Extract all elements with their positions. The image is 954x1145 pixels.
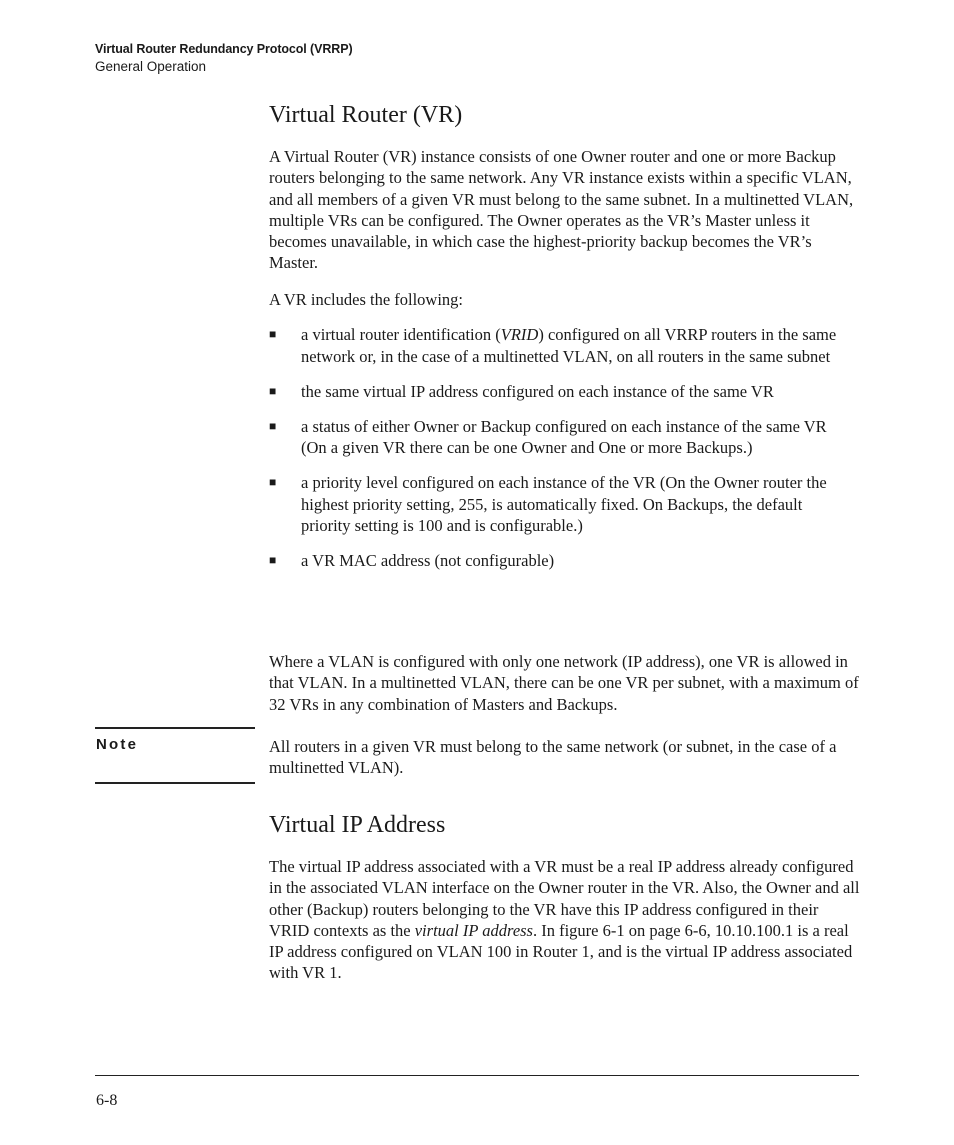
virtual-ip-paragraph [269, 856, 861, 984]
page-number: 6-8 [96, 1092, 118, 1109]
note-text: All routers in a given VR must belong to the same network (or subnet, in the case of a multinetted VLAN). [269, 737, 837, 778]
paragraph-text: . In figure 6-1 on page 6-6, 10.10.100.1 is a real IP address configured on VLAN 100 in Router 1, and is the virtual IP address associated with VR 1. [269, 920, 853, 983]
bullet-text: a status of either Owner or Backup configured on each instance of the same VR (On a given VR there can be one Owner and One or more Backups.) [301, 416, 827, 457]
running-header-chapter-title: Virtual Router Redundancy Protocol (VRRP) [95, 42, 353, 56]
bullet-text: a virtual router identification ( [301, 325, 501, 344]
vr-intro-paragraph: A Virtual Router (VR) instance consists of one Owner router and one or more Backup routers belonging to the same network. Any VR instance exists within a specific VLAN, and all members of a given VR must belong to the same subnet. In a multinetted VLAN, multiple VRs can be configured. The Owner operates as the VR’s Master unless it becomes unavailable, in which case the highest-priority backup becomes the VR’s Master. [269, 147, 854, 273]
note-label: Note [96, 736, 139, 753]
list-item [269, 381, 839, 403]
vr-includes-lead: A VR includes the following: [269, 290, 464, 309]
bullet-text: ) configured on all VRRP routers in the same network or, in the case of a multinetted VLAN, on all routers in the same subnet [301, 325, 837, 366]
vr-closing-paragraph: Where a VLAN is configured with only one network (IP address), one VR is allowed in that VLAN. In a multinetted VLAN, there can be one VR per subnet, with a maximum of 32 VRs in any combination of Masters and Backups. [269, 652, 859, 714]
vr-components-list [269, 324, 839, 585]
list-item [269, 550, 839, 572]
note-top-rule [95, 727, 255, 729]
vrid-term: VRID [500, 325, 539, 344]
bullet-square-icon: ■ [269, 553, 277, 567]
virtual-ip-term: virtual IP address [414, 920, 533, 940]
running-header-section: General Operation [95, 59, 207, 74]
section-heading-virtual-ip: Virtual IP Address [269, 812, 446, 838]
bullet-square-icon: ■ [269, 418, 277, 433]
list-item [269, 324, 839, 367]
footer-rule [95, 1075, 859, 1076]
section-heading-virtual-router: Virtual Router (VR) [269, 102, 463, 128]
list-item [269, 416, 839, 459]
list-item [269, 472, 839, 537]
bullet-text: a priority level configured on each instance of the VR (On the Owner router the highest priority setting, 255, is automatically fixed. On Backups, the default priority setting is 100 and is configurable.) [301, 473, 827, 535]
bullet-text: the same virtual IP address configured on each instance of the same VR [301, 381, 774, 401]
paragraph-text: The virtual IP address associated with a VR must be a real IP address already configured in the associated VLAN interface on the Owner router in the VR. Also, the Owner and all other (Backup) routers belonging to the VR have this IP address configured in their VRID contexts as the [269, 857, 860, 940]
bullet-square-icon: ■ [269, 475, 277, 489]
bullet-square-icon: ■ [269, 327, 277, 341]
bullet-square-icon: ■ [269, 383, 277, 398]
note-bottom-rule [95, 782, 255, 784]
bullet-text: a VR MAC address (not configurable) [301, 551, 555, 570]
